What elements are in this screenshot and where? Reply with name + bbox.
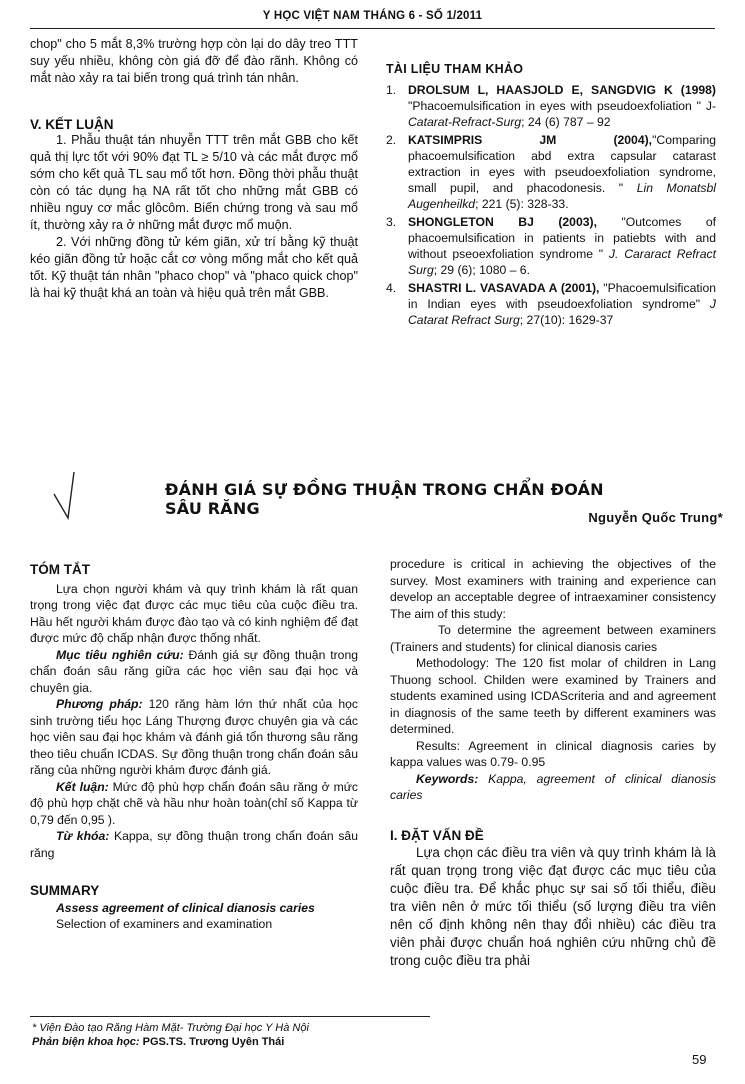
- reference-item: [386, 214, 716, 278]
- footnote-reviewer-name: PGS.TS. Trương Uyên Thái: [139, 1036, 285, 1048]
- abstract-result: Kết luận: Mức độ phù hợp chẩn đoán sâu răng ở mức độ phù hợp chặt chẽ và hầu như hoàn toàn(chỉ số Kappa từ 0,79 đến 0,95 ).: [30, 779, 358, 827]
- intro-paragraph: Lựa chọn các điều tra viên và quy trình khám là là rất quan trọng trong việc đạt được các mục tiêu của cuộc điều tra. Để khắc phục sự sai số tối thiểu, điều tra viên nên ở mức tối thiểu (số lượng điều tra viên nên cố định không nên thay đổi nhiều) các điều tra viên phải được chuẩn hoá nghiên cứu những chủ đề trong cuộc điều tra phải: [390, 845, 716, 968]
- reference-tail: ; 27(10): 1629-37: [519, 313, 614, 327]
- summary-paragraph-start: Selection of examiners and examination: [56, 917, 273, 931]
- prev-article-left-column: [30, 36, 358, 302]
- reference-tail: ; 24 (6) 787 – 92: [521, 115, 611, 129]
- article-author: Nguyễn Quốc Trung*: [588, 510, 723, 525]
- reference-title: "Outcomes of phacoemulsification in patients in patiebts with and without pseoexfoliation syndrome ": [408, 215, 716, 261]
- running-header: Y HỌC VIỆT NAM THÁNG 6 - SỐ 1/2011: [262, 10, 483, 22]
- reference-authors: SHASTRI L. VASAVADA A (2001),: [408, 281, 600, 295]
- reference-journal: Lin Monatsbl Augenheilkd: [408, 181, 716, 211]
- reference-authors: KATSIMPRIS JM (2004),: [408, 133, 653, 147]
- header-rule: [30, 28, 715, 29]
- conclusion-item-1: 1. Phẫu thuật tán nhuyễn TTT trên mắt GBB cho kết quả thị lực tốt với 90% đạt TL ≥ 5/10 và các mắt được mổ sớm cho kết quả TL sau mổ tốt hơn. Đồng thời phẫu thuật còn có tác dụng hạ NA rất tốt cho những mắt GBB có nhiều nguy cơ mắc glôcôm. Biến chứng trong và sau mổ ít, thường xảy ra ở những mắt được mổ muộn.: [30, 133, 358, 232]
- footnote-reviewer-label: Phản biện khoa học:: [32, 1036, 140, 1048]
- reference-title: "Phacoemulsification in Indian eyes with pseudoexfoliation syndrome": [408, 281, 716, 311]
- footnote-rule: [30, 1016, 430, 1017]
- reference-body: [408, 280, 716, 328]
- reference-number: 2.: [386, 133, 397, 147]
- summary-title: Assess agreement of clinical dianosis caries: [56, 900, 315, 915]
- reference-item: [386, 132, 716, 212]
- abstract-objective: Mục tiêu nghiên cứu: Đánh giá sự đồng thuận trong chẩn đoán sâu răng giữa các học viên sau đại học và chuyên gia.: [30, 647, 359, 695]
- reference-item: [386, 280, 716, 328]
- reference-number: 3.: [386, 215, 397, 229]
- summary-aim: To determine the agreement between examiners (Trainers and students) for clinical dianosis caries: [390, 623, 716, 654]
- footnote: [32, 1021, 452, 1049]
- conclusion-item-2: 2. Với những đồng tử kém giãn, xử trí bằng kỹ thuật kéo giãn đồng tử hoặc cắt cơ vòng mống mắt cho kết quả tốt. Kỹ thuật tán nhân "phaco chop" và "phaco quick chop" là hai kỹ thuật khá an toàn và hiệu quả trên mắt GBB.: [30, 235, 358, 300]
- reference-journal: J Catarat Refract Surg: [408, 297, 716, 327]
- reference-title: "Phacoemulsification in eyes with pseudoexfoliation " J-: [408, 99, 716, 113]
- page-number: 59: [692, 1052, 707, 1067]
- reference-authors: SHONGLETON BJ (2003),: [408, 215, 597, 229]
- intro-heading: I. ĐẶT VẤN ĐỀ: [390, 827, 484, 843]
- article-title: ĐÁNH GIÁ SỰ ĐỒNG THUẬN TRONG CHẨN ĐOÁN SÂU RĂNG: [165, 480, 604, 518]
- footnote-affiliation: * Viện Đào tạo Răng Hàm Mặt- Trường Đại học Y Hà Nội: [32, 1022, 309, 1034]
- article-right-column: [390, 556, 716, 970]
- reference-number: 4.: [386, 281, 397, 295]
- reference-journal: Catarat-Refract-Surg: [408, 115, 522, 129]
- abstract-keywords: Từ khóa: Kappa, sự đồng thuận trong chẩn đoán sâu răng: [30, 829, 358, 860]
- summary-results: Results: Agreement in clinical diagnosis caries by kappa values was 0.79- 0.95: [390, 738, 716, 769]
- summary-methodology: Methodology: The 120 fist molar of children in Lang Thuong school. Childen were examined by Trainers and students examined using ICDAScriteria and and agreement in diagnosis of the same teeth by different examiners was determined.: [390, 656, 716, 736]
- reference-tail: ; 221 (5): 328-33.: [475, 197, 569, 211]
- reference-authors: DROLSUM L, HAASJOLD E, SANGDVIG K (1998): [408, 83, 716, 97]
- references-list: [386, 82, 716, 328]
- reference-body: [408, 132, 716, 212]
- summary-paragraph-continued: procedure is critical in achieving the objectives of the survey. Most examiners with training and experience can develop an acceptable degree of intraexaminer consistency The aim of this study:: [390, 557, 716, 621]
- abstract-paragraph: Lựa chọn người khám và quy trình khám là rất quan trọng trong việc đạt được các mục tiêu của cuộc điều tra. Hầu hết người khám được đào tạo và có kinh nghiệm để đạt được mức độ chấp nhận được thống nhất.: [30, 581, 358, 645]
- references-heading: TÀI LIỆU THAM KHẢO: [386, 62, 524, 76]
- abstract-method: Phương pháp: 120 răng hàm lớn thứ nhất của học sinh trường tiểu học Láng Thượng được chuyên gia và các học viên sau đại học khám và đánh giá tổn thương sâu răng theo tiêu chuẩn ICDAS. Sự đồng thuận trong chẩn đoán sâu răng của những người khám được đánh giá.: [30, 697, 358, 777]
- article-left-column: [30, 562, 358, 933]
- prev-body-paragraph: chop" cho 5 mắt 8,3% trường hợp còn lại do dây treo TTT suy yếu nhiều, không còn giá đỡ để đào rãnh. Không có mắt nào xảy ra tai biến trong quá trình tán nhân.: [30, 37, 358, 85]
- conclusion-heading: V. KẾT LUẬN: [30, 117, 114, 132]
- summary-heading: SUMMARY: [30, 883, 100, 898]
- reference-number: 1.: [386, 83, 397, 97]
- reference-journal: J. Cararact Refract Surg: [408, 247, 716, 277]
- references-section: [386, 62, 716, 330]
- reference-item: [386, 82, 716, 130]
- reference-title: "Comparing phacoemulsification abd extra capsular catarast extraction in eyes with pseudoexfoliation syndrome, small pupil, and phacodonesis. ": [408, 133, 716, 195]
- reference-body: [408, 214, 716, 278]
- abstract-heading: TÓM TẮT: [30, 562, 90, 577]
- handwritten-check-mark: [50, 462, 100, 526]
- summary-keywords: Keywords: Kappa, agreement of clinical dianosis caries: [390, 771, 716, 802]
- reference-body: [408, 82, 716, 130]
- reference-tail: ; 29 (6); 1080 – 6.: [433, 263, 530, 277]
